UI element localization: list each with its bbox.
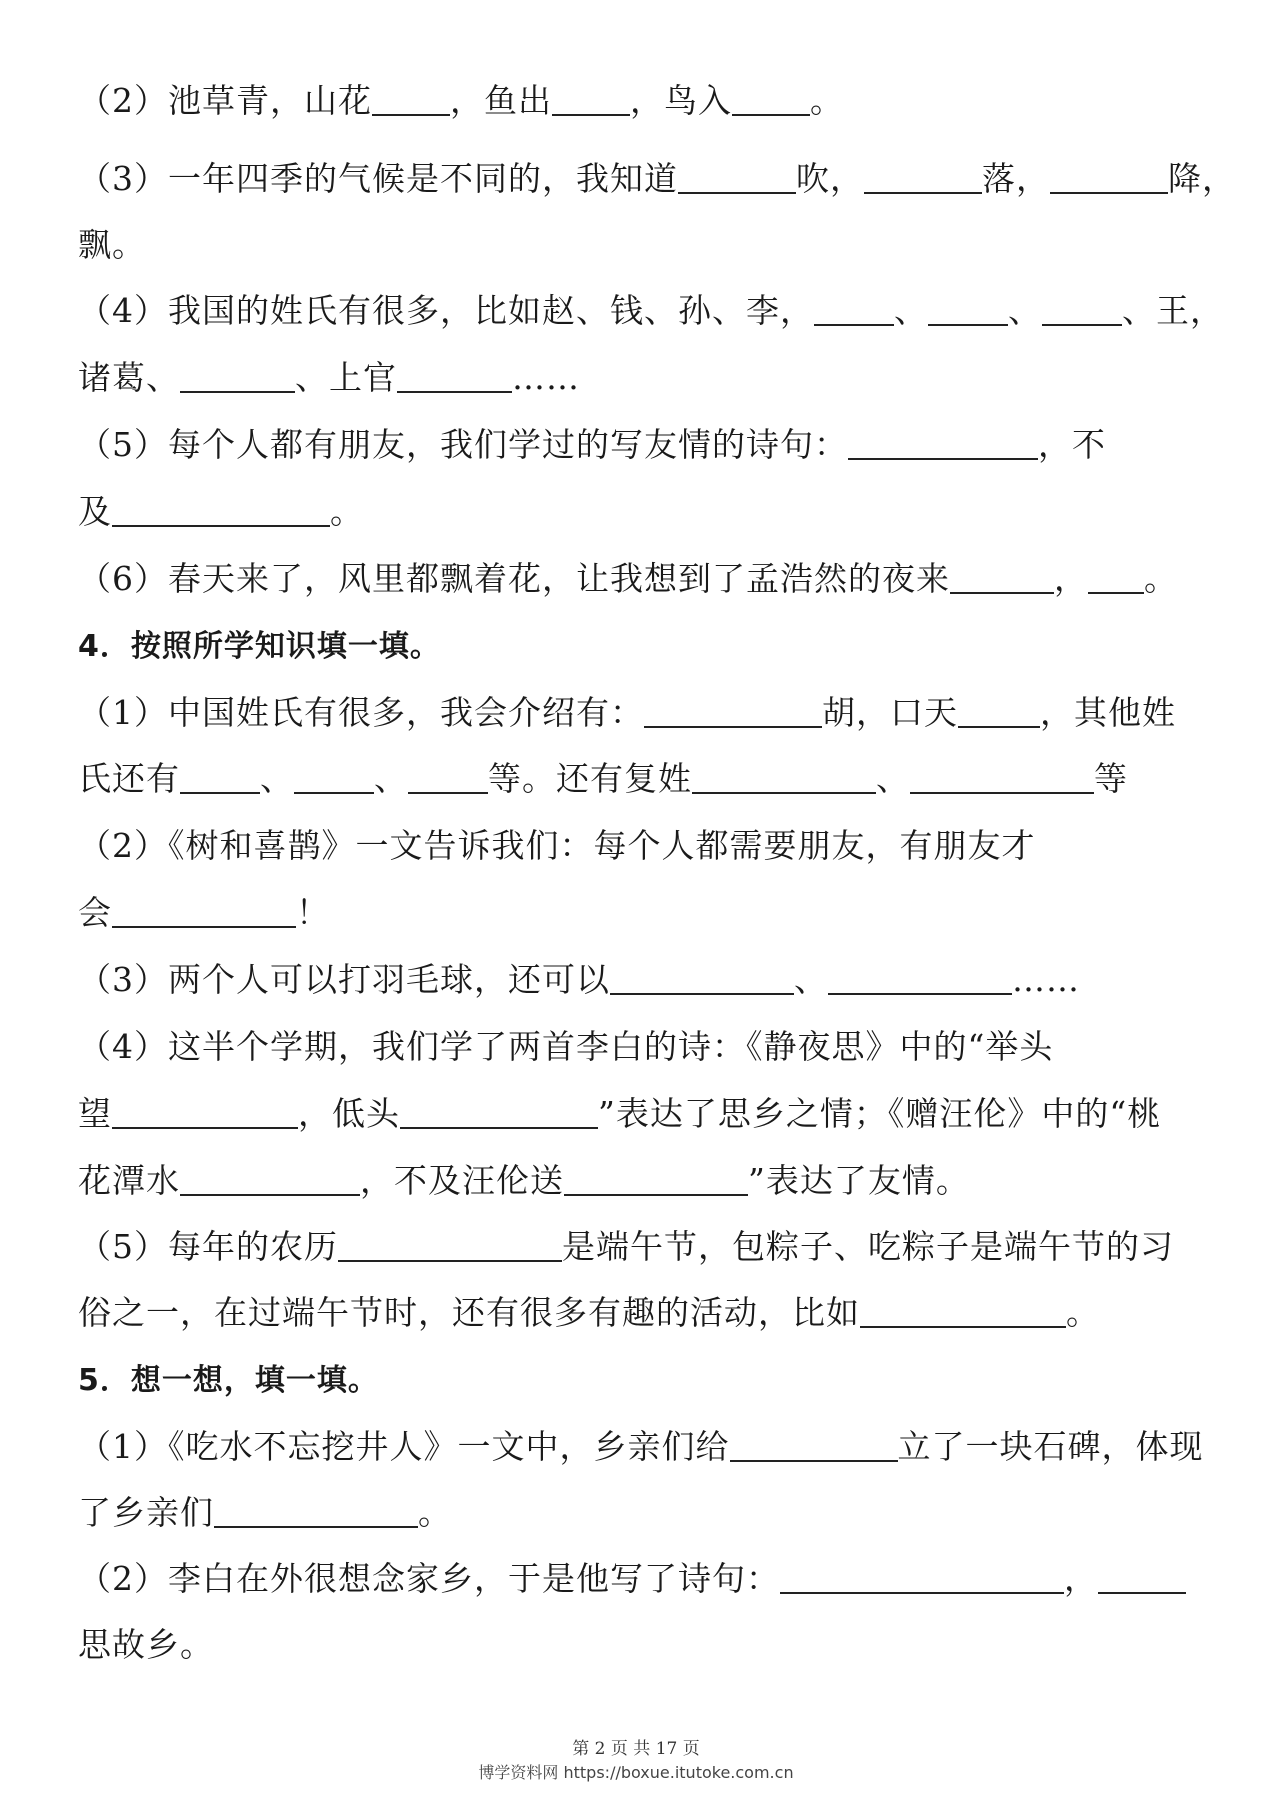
- line-s4-2-1: （2）《树和喜鹊》一文告诉我们：每个人都需要朋友，有朋友才: [78, 826, 1036, 865]
- answer-blank[interactable]: [644, 696, 822, 728]
- answer-blank[interactable]: [552, 84, 630, 116]
- answer-blank[interactable]: [828, 963, 1012, 995]
- answer-blank[interactable]: [564, 1164, 748, 1196]
- answer-blank[interactable]: [1088, 562, 1144, 594]
- line-5-1: （5）每个人都有朋友，我们学过的写友情的诗句： ，不: [78, 425, 1106, 464]
- answer-blank[interactable]: [958, 696, 1040, 728]
- answer-blank[interactable]: [1098, 1562, 1186, 1594]
- section-5-heading: 5．想一想，填一填。: [78, 1363, 379, 1398]
- line-s4-4-2: 望 ，低头 ”表达了思乡之情；《赠汪伦》中的“桃: [78, 1094, 1162, 1133]
- line-s4-4-1: （4）这半个学期，我们学了两首李白的诗：《静夜思》中的“举头: [78, 1027, 1054, 1066]
- answer-blank[interactable]: [112, 1097, 298, 1129]
- answer-blank[interactable]: [180, 361, 295, 393]
- answer-blank[interactable]: [864, 162, 982, 194]
- answer-blank[interactable]: [338, 1230, 562, 1262]
- line-3-1: （3）一年四季的气候是不同的，我知道 吹， 落， 降，: [78, 159, 1236, 198]
- answer-blank[interactable]: [848, 428, 1038, 460]
- line-s4-5-2: 俗之一，在过端午节时，还有很多有趣的活动，比如 。: [78, 1293, 1100, 1332]
- answer-blank[interactable]: [408, 762, 488, 794]
- answer-blank[interactable]: [372, 84, 450, 116]
- line-s4-2-2: 会 ！: [78, 893, 330, 932]
- section-4-heading: 4．按照所学知识填一填。: [78, 629, 441, 664]
- answer-blank[interactable]: [860, 1296, 1066, 1328]
- line-5-2: 及 。: [78, 492, 364, 531]
- answer-blank[interactable]: [692, 762, 876, 794]
- line-s4-1-2: 氏还有 、 、 等。还有复姓 、 等: [78, 759, 1128, 798]
- answer-blank[interactable]: [678, 162, 796, 194]
- answer-blank[interactable]: [400, 1097, 598, 1129]
- answer-blank[interactable]: [1042, 294, 1122, 326]
- line-2-1: （2）池草青，山花 ，鱼出 ，鸟入 。: [78, 81, 844, 120]
- answer-blank[interactable]: [610, 963, 794, 995]
- page-number: 第 2 页 共 17 页: [572, 1739, 700, 1759]
- answer-blank[interactable]: [950, 562, 1054, 594]
- answer-blank[interactable]: [397, 361, 512, 393]
- answer-blank[interactable]: [730, 1430, 898, 1462]
- answer-blank[interactable]: [180, 1164, 360, 1196]
- line-s5-2-2: 思故乡。: [78, 1625, 214, 1664]
- answer-blank[interactable]: [910, 762, 1094, 794]
- answer-blank[interactable]: [1050, 162, 1168, 194]
- line-3-2: 飘。: [78, 225, 146, 264]
- line-s4-4-3: 花潭水 ，不及汪伦送 ”表达了友情。: [78, 1161, 970, 1200]
- answer-blank[interactable]: [780, 1562, 1064, 1594]
- answer-blank[interactable]: [928, 294, 1008, 326]
- line-s4-5-1: （5）每年的农历 是端午节，包粽子、吃粽子是端午节的习: [78, 1227, 1174, 1266]
- line-4-2: 诸葛、 、上官 ……: [78, 358, 580, 397]
- answer-blank[interactable]: [180, 762, 260, 794]
- line-6-1: （6）春天来了，风里都飘着花，让我想到了孟浩然的夜来 ， 。: [78, 559, 1178, 598]
- line-s5-1-2: 了乡亲们 。: [78, 1493, 452, 1532]
- line-s5-2-1: （2）李白在外很想念家乡，于是他写了诗句： ，: [78, 1558, 1212, 1600]
- answer-blank[interactable]: [732, 84, 810, 116]
- answer-blank[interactable]: [112, 896, 296, 928]
- answer-blank[interactable]: [814, 294, 894, 326]
- line-s4-1-1: （1）中国姓氏有很多，我会介绍有： 胡，口天 ，其他姓: [78, 693, 1176, 732]
- site-watermark: 博学资料网 https://boxue.itutoke.com.cn: [478, 1763, 794, 1782]
- line-s5-1-1: （1）《吃水不忘挖井人》一文中，乡亲们给 立了一块石碑，体现: [78, 1427, 1204, 1466]
- answer-blank[interactable]: [112, 495, 330, 527]
- line-4-1: （4）我国的姓氏有很多，比如赵、钱、孙、李， 、 、 、王，: [78, 291, 1224, 330]
- answer-blank[interactable]: [294, 762, 374, 794]
- answer-blank[interactable]: [214, 1496, 418, 1528]
- line-s4-3-1: （3）两个人可以打羽毛球，还可以 、 ……: [78, 960, 1080, 999]
